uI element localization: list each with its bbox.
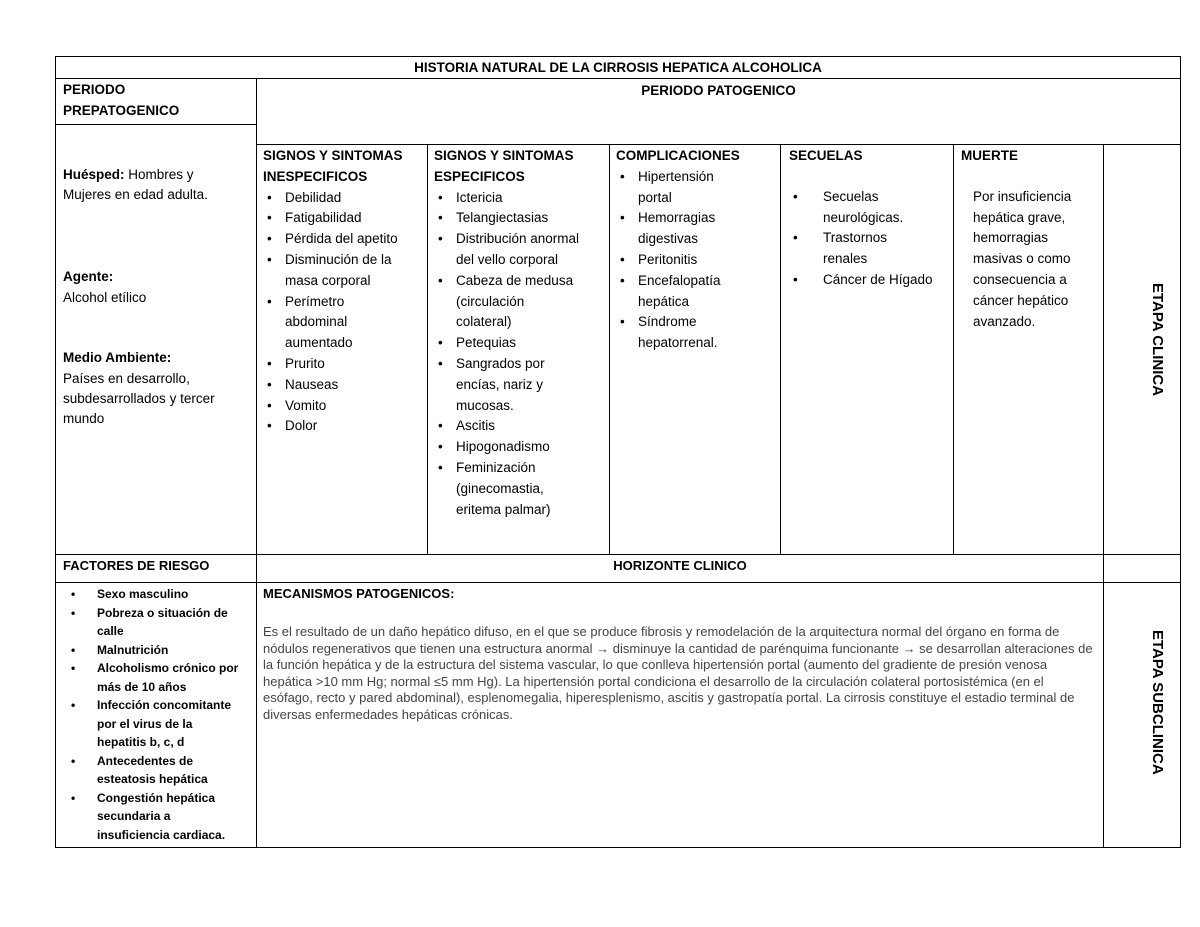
- list-item: • Sangrados por encías, nariz y mucosas.: [434, 354, 579, 416]
- col-especificos-heading-1: SIGNOS Y SINTOMAS: [434, 148, 574, 163]
- col-especificos-list: [434, 188, 579, 521]
- col-inespecificos-list: [263, 188, 403, 438]
- divider-patogenico-heading: [256, 144, 1181, 145]
- list-item: • Trastornos renales: [789, 228, 933, 270]
- list-item: • Telangiectasias: [434, 208, 579, 229]
- border-bottom: [55, 847, 1181, 848]
- etapa-clinica-label: ETAPA CLINICA: [1149, 283, 1166, 397]
- mecanismos-heading: MECANISMOS PATOGENICOS:: [263, 586, 455, 601]
- muerte-line: hepática grave,: [973, 209, 1066, 225]
- list-item: • Debilidad: [263, 188, 403, 209]
- col-inespecificos: [263, 146, 403, 437]
- list-item: • Hipogonadismo: [434, 437, 579, 458]
- col-muerte-heading: MUERTE: [961, 148, 1018, 163]
- border-top: [55, 56, 1181, 57]
- list-item: • Alcoholismo crónico por más de 10 años: [67, 659, 238, 696]
- patogenico-heading: PERIODO PATOGENICO: [641, 83, 796, 98]
- list-item: • Dolor: [263, 416, 403, 437]
- list-item: • Cabeza de medusa (circulación colateral): [434, 271, 579, 333]
- list-item: • Infección concomitante por el virus de la hepatitis b, c, d: [67, 696, 238, 752]
- list-item: • Ascitis: [434, 416, 579, 437]
- factores-heading: FACTORES DE RIESGO: [63, 558, 210, 573]
- muerte-line: hemorragias: [973, 230, 1049, 246]
- list-item: • Hipertensión portal: [616, 167, 740, 209]
- list-item: • Peritonitis: [616, 250, 740, 271]
- list-item: • Disminución de la masa corporal: [263, 250, 403, 292]
- list-item: • Malnutrición: [67, 641, 238, 660]
- col-especificos: [434, 146, 579, 520]
- list-item: • Fatigabilidad: [263, 208, 403, 229]
- list-item: • Petequias: [434, 333, 579, 354]
- muerte-line: avanzado.: [973, 313, 1036, 329]
- huesped-text-1: Hombres y: [124, 167, 194, 182]
- divider-etapa: [1103, 144, 1104, 847]
- medio-text-line-1: Países en desarrollo,: [63, 371, 190, 386]
- medio-text-line-2: subdesarrollados y tercer: [63, 391, 215, 406]
- medio-label: Medio Ambiente:: [63, 350, 172, 365]
- list-item: • Ictericia: [434, 188, 579, 209]
- col-complicaciones-heading: COMPLICACIONES: [616, 148, 740, 163]
- divider-col-4: [953, 144, 954, 554]
- list-item: • Nauseas: [263, 375, 403, 396]
- mecanismos-text: Es el resultado de un daño hepático difuso, en el que se produce fibrosis y remodelación de la arquitectura normal del órgano en forma de nódulos regenerativos que tienen una estructura anormal → disminuye la cantidad de parénquima funcionante → se desarrollan alteraciones de la función hepática y de la estructura del sistema vascular, lo que conlleva hipertensión portal (aumento del gradiente de presión venosa hepática >10 mm Hg; normal ≤5 mm Hg). La hipertensión portal condiciona el desarrollo de la circulación colateral portosistémica (en el esófago, recto y pared abdominal), esplenomegalia, hiperesplenismo, ascitis y gastropatía portal. La cirrosis constituye el estadio terminal de diversas enfermedades hepáticas crónicas.: [263, 624, 1093, 722]
- muerte-line: consecuencia a: [973, 271, 1067, 287]
- huesped-line-2: Mujeres en edad adulta.: [63, 187, 208, 202]
- col-secuelas-heading: SECUELAS: [789, 148, 863, 163]
- list-item: • Congestión hepática secundaria a insuficiencia cardiaca.: [67, 789, 238, 845]
- list-item: • Pobreza o situación de calle: [67, 604, 238, 641]
- col-especificos-heading-2: ESPECIFICOS: [434, 168, 525, 184]
- document-title: HISTORIA NATURAL DE LA CIRROSIS HEPATICA ALCOHOLICA: [414, 60, 822, 75]
- list-item: • Distribución anormal del vello corporal: [434, 229, 579, 271]
- agente-label: Agente:: [63, 269, 114, 284]
- huesped-line-1: [63, 165, 194, 186]
- col-muerte-text: [961, 187, 1071, 333]
- prepatogenico-heading-line2: PREPATOGENICO: [63, 103, 180, 118]
- list-item: • Feminización (ginecomastia, eritema palmar): [434, 458, 579, 520]
- etapa-subclinica-label: ETAPA SUBCLINICA: [1149, 630, 1166, 775]
- col-secuelas: [789, 146, 933, 291]
- list-item: • Hemorragias digestivas: [616, 208, 740, 250]
- muerte-line: cáncer hepático: [973, 292, 1069, 308]
- factores-list-cell: [67, 585, 238, 844]
- divider-col-3: [780, 144, 781, 554]
- border-left: [55, 56, 56, 847]
- col-complicaciones-list: [616, 167, 740, 354]
- list-item: • Pérdida del apetito: [263, 229, 403, 250]
- factores-list: [67, 585, 238, 844]
- list-item: • Perímetro abdominal aumentado: [263, 292, 403, 354]
- muerte-line: masivas o como: [973, 251, 1071, 267]
- list-item: • Encefalopatía hepática: [616, 271, 740, 313]
- col-inespecificos-heading-2: INESPECIFICOS: [263, 168, 368, 184]
- divider-col-1: [427, 144, 428, 554]
- col-muerte: [961, 146, 1071, 332]
- col-complicaciones: [616, 146, 740, 354]
- muerte-line: Por insuficiencia: [973, 188, 1072, 204]
- list-item: • Secuelas neurológicas.: [789, 187, 933, 229]
- horizonte-heading: HORIZONTE CLINICO: [613, 558, 747, 573]
- divider-col-2: [609, 144, 610, 554]
- col-inespecificos-heading-1: SIGNOS Y SINTOMAS: [263, 148, 403, 163]
- divider-horizonte-heading: [55, 582, 1181, 583]
- medio-text-line-3: mundo: [63, 411, 105, 426]
- list-item: • Vomito: [263, 396, 403, 417]
- huesped-label: Huésped:: [63, 167, 125, 182]
- agente-text: Alcohol etílico: [63, 290, 147, 305]
- list-item: • Sexo masculino: [67, 585, 238, 604]
- list-item: • Cáncer de Hígado: [789, 270, 933, 291]
- prepatogenico-heading-line1: PERIODO: [63, 82, 126, 97]
- divider-prepatogenico: [256, 78, 257, 847]
- divider-factores-heading: [55, 554, 1181, 555]
- border-right: [1180, 56, 1181, 847]
- list-item: • Antecedentes de esteatosis hepática: [67, 752, 238, 789]
- divider-prepatogenico-heading: [55, 124, 256, 125]
- col-secuelas-list: [789, 187, 933, 291]
- list-item: • Prurito: [263, 354, 403, 375]
- list-item: • Síndrome hepatorrenal.: [616, 312, 740, 354]
